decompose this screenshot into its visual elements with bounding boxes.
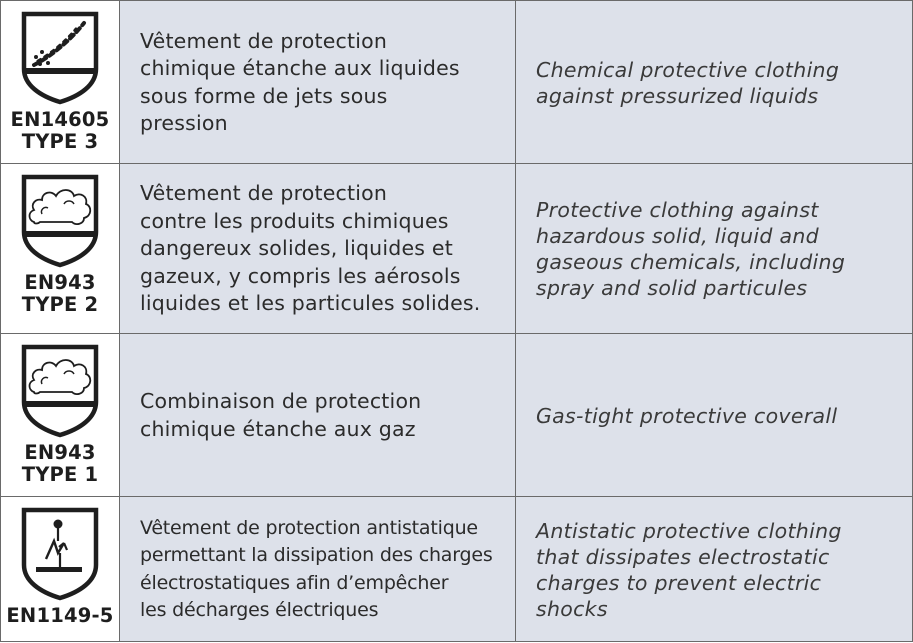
gas-cloud-shield-icon [20,344,100,438]
standard-symbol-cell [0,334,120,497]
standard-code: EN943 [24,441,96,464]
french-description: Vêtement de protection contre les produits chimiques dangereux solides, liquides et gazeux, y compris les aérosols liquides et les particules solides. [140,181,481,316]
row-divider [0,0,913,1]
standard-symbol-cell [0,164,120,334]
row-divider [0,333,913,334]
standard-type: TYPE 1 [21,463,99,486]
standard-code: EN943 [24,271,96,294]
english-description: Antistatic protective clothing that dissipates electrostatic charges to prevent electric shocks [536,518,842,621]
french-description-cell [120,334,516,497]
french-description-cell [120,164,516,334]
standard-type: TYPE 3 [21,130,99,153]
row-divider [0,163,913,164]
standard-code: EN1149-5 [6,604,114,627]
antistatic-lightning-shield-icon [20,507,100,601]
table-row [0,497,913,642]
standard-code: EN14605 [10,108,110,131]
french-description: Vêtement de protection antistatique permettant la dissipation des charges électrostatiques afin d’empêcher les décharges électriques [140,516,493,621]
french-description-cell [120,1,516,164]
standard-symbol-cell [0,497,120,642]
english-description: Protective clothing against hazardous solid, liquid and gaseous chemicals, including spray and solid particules [536,198,846,300]
gas-cloud-shield-icon [20,174,100,268]
english-description-cell [516,334,913,497]
english-description-cell [516,164,913,334]
french-description: Combinaison de protection chimique étanche aux gaz [140,389,422,441]
english-description-cell [516,1,913,164]
standard-type: TYPE 2 [21,293,99,316]
row-divider [0,496,913,497]
standard-symbol-cell [0,1,120,164]
table-row [0,1,913,164]
row-divider [0,641,913,642]
english-description: Chemical protective clothing against pressurized liquids [536,57,840,108]
english-description: Gas-tight protective coverall [536,403,838,428]
french-description-cell [120,497,516,642]
liquid-jet-shield-icon [20,11,100,105]
english-description-cell [516,497,913,642]
table-row [0,334,913,497]
french-description: Vêtement de protection chimique étanche aux liquides sous forme de jets sous pression [140,28,460,135]
table-row [0,164,913,334]
